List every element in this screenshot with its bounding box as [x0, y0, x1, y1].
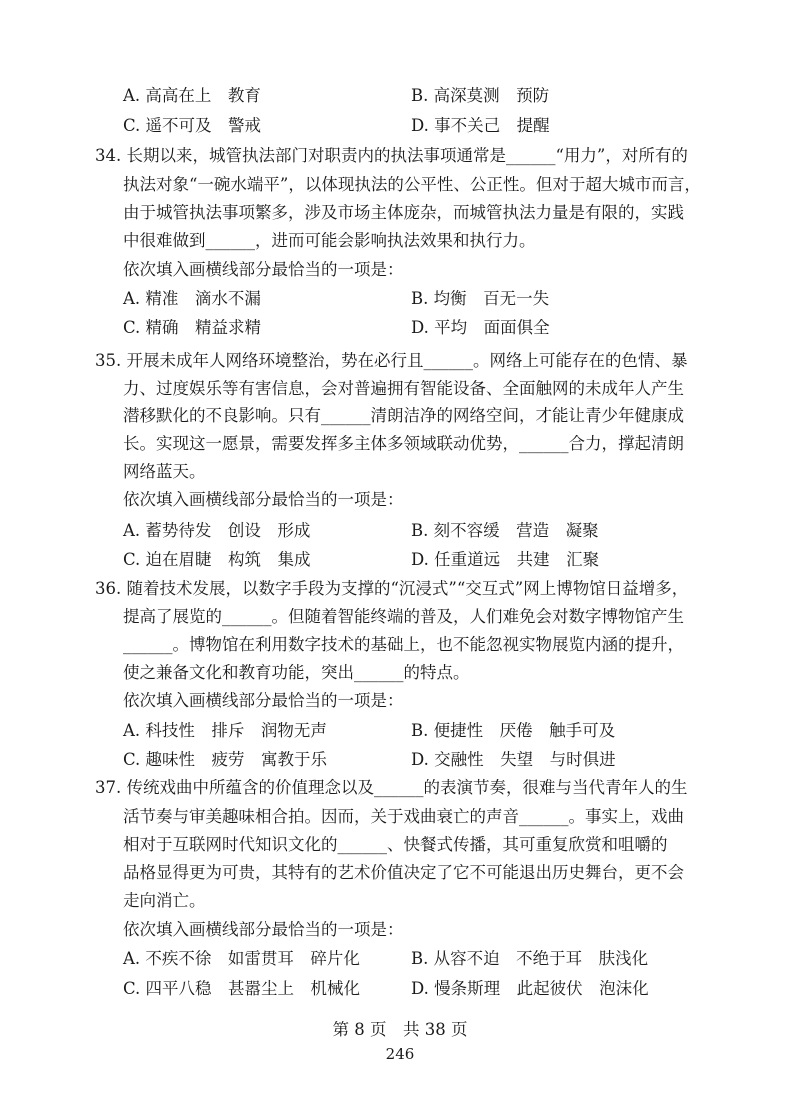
question-36-line-1: 36. 随着技术发展，以数字手段为支撑的“沉浸式”“交互式”网上博物馆日益增多， — [95, 579, 689, 598]
page-number: 246 — [385, 1045, 415, 1063]
question-36-line-4: 使之兼备文化和教育功能，突出______的特点。 — [123, 663, 470, 682]
question-34-line-2: 执法对象“一碗水端平”，以体现执法的公平性、公正性。但对于超大城市而言， — [123, 175, 701, 194]
option-c: C. 遥不可及 警戒 — [123, 116, 262, 135]
question-34-option-c: C. 精确 精益求精 — [123, 318, 262, 337]
option-a: A. 高高在上 教育 — [123, 86, 261, 105]
question-37-option-b: B. 从容不迫 不绝于耳 肤浅化 — [411, 949, 649, 968]
question-35-line-2: 力、过度娱乐等有害信息，会对普遍拥有智能设备、全面触网的未成年人产生 — [123, 379, 684, 398]
question-35-prompt: 依次填入画横线部分最恰当的一项是： — [123, 490, 404, 509]
question-37-line-1: 37. 传统戏曲中所蕴含的价值理念以及______的表演节奏，很难与当代青年人的生 — [95, 778, 688, 797]
question-36-line-3: ______。博物馆在利用数字技术的基础上，也不能忽视实物展览内涵的提升， — [123, 635, 684, 654]
question-36-option-a: A. 科技性 排斥 润物无声 — [123, 721, 327, 740]
page-indicator: 第 8 页 共 38 页 — [332, 1020, 468, 1039]
question-35-line-4: 长。实现这一愿景，需要发挥多主体多领域联动优势，______合力，撑起清朗 — [123, 434, 684, 453]
question-37-option-c: C. 四平八稳 甚嚣尘上 机械化 — [123, 979, 361, 998]
question-36-option-c: C. 趣味性 疲劳 寓教于乐 — [123, 750, 328, 769]
question-34-prompt: 依次填入画横线部分最恰当的一项是： — [123, 260, 404, 279]
question-35-line-1: 35. 开展未成年人网络环境整治，势在必行且______。网络上可能存在的色情、暴 — [95, 351, 688, 370]
question-37-line-2: 活节奏与审美趣味相合拍。因而，关于戏曲衰亡的声音______。事实上，戏曲 — [123, 807, 684, 826]
question-37-option-a: A. 不疾不徐 如雷贯耳 碎片化 — [123, 949, 360, 968]
question-35-line-5: 网络蓝天。 — [123, 462, 206, 481]
question-34-option-d: D. 平均 面面俱全 — [411, 318, 550, 337]
question-34-line-4: 中很难做到______，进而可能会影响执法效果和执行力。 — [123, 231, 536, 250]
question-37-line-3: 相对于互联网时代知识文化的______、快餐式传播，其可重复欣赏和咀嚼的 — [123, 835, 668, 854]
question-36-prompt: 依次填入画横线部分最恰当的一项是： — [123, 691, 404, 710]
question-35-line-3: 潜移默化的不良影响。只有______清朗洁净的网络空间，才能让青少年健康成 — [123, 406, 684, 425]
question-34-line-1: 34. 长期以来，城管执法部门对职责内的执法事项通常是______“用力”，对所有的 — [95, 146, 688, 165]
question-35-option-d: D. 任重道远 共建 汇聚 — [411, 550, 600, 569]
question-37-line-4: 品格显得更为可贵，其特有的艺术价值决定了它不可能退出历史舞台，更不会 — [123, 863, 684, 882]
question-36-option-d: D. 交融性 失望 与时俱进 — [411, 750, 616, 769]
question-34-option-b: B. 均衡 百无一失 — [411, 289, 550, 308]
option-b: B. 高深莫测 预防 — [411, 86, 550, 105]
question-34-option-a: A. 精准 滴水不漏 — [123, 289, 261, 308]
question-37-option-d: D. 慢条斯理 此起彼伏 泡沫化 — [411, 979, 649, 998]
question-37-prompt: 依次填入画横线部分最恰当的一项是： — [123, 920, 404, 939]
question-36-line-2: 提高了展览的______。但随着智能终端的普及，人们难免会对数字博物馆产生 — [123, 607, 684, 626]
option-d: D. 事不关己 提醒 — [411, 116, 550, 135]
question-35-option-c: C. 迫在眉睫 构筑 集成 — [123, 550, 311, 569]
question-34-line-3: 由于城管执法事项繁多，涉及市场主体庞杂，而城管执法力量是有限的，实践 — [123, 203, 684, 222]
question-36-option-b: B. 便捷性 厌倦 触手可及 — [411, 721, 616, 740]
question-35-option-b: B. 刻不容缓 营造 凝聚 — [411, 521, 599, 540]
question-37-line-5: 走向消亡。 — [123, 891, 206, 910]
question-35-option-a: A. 蓄势待发 创设 形成 — [123, 521, 311, 540]
